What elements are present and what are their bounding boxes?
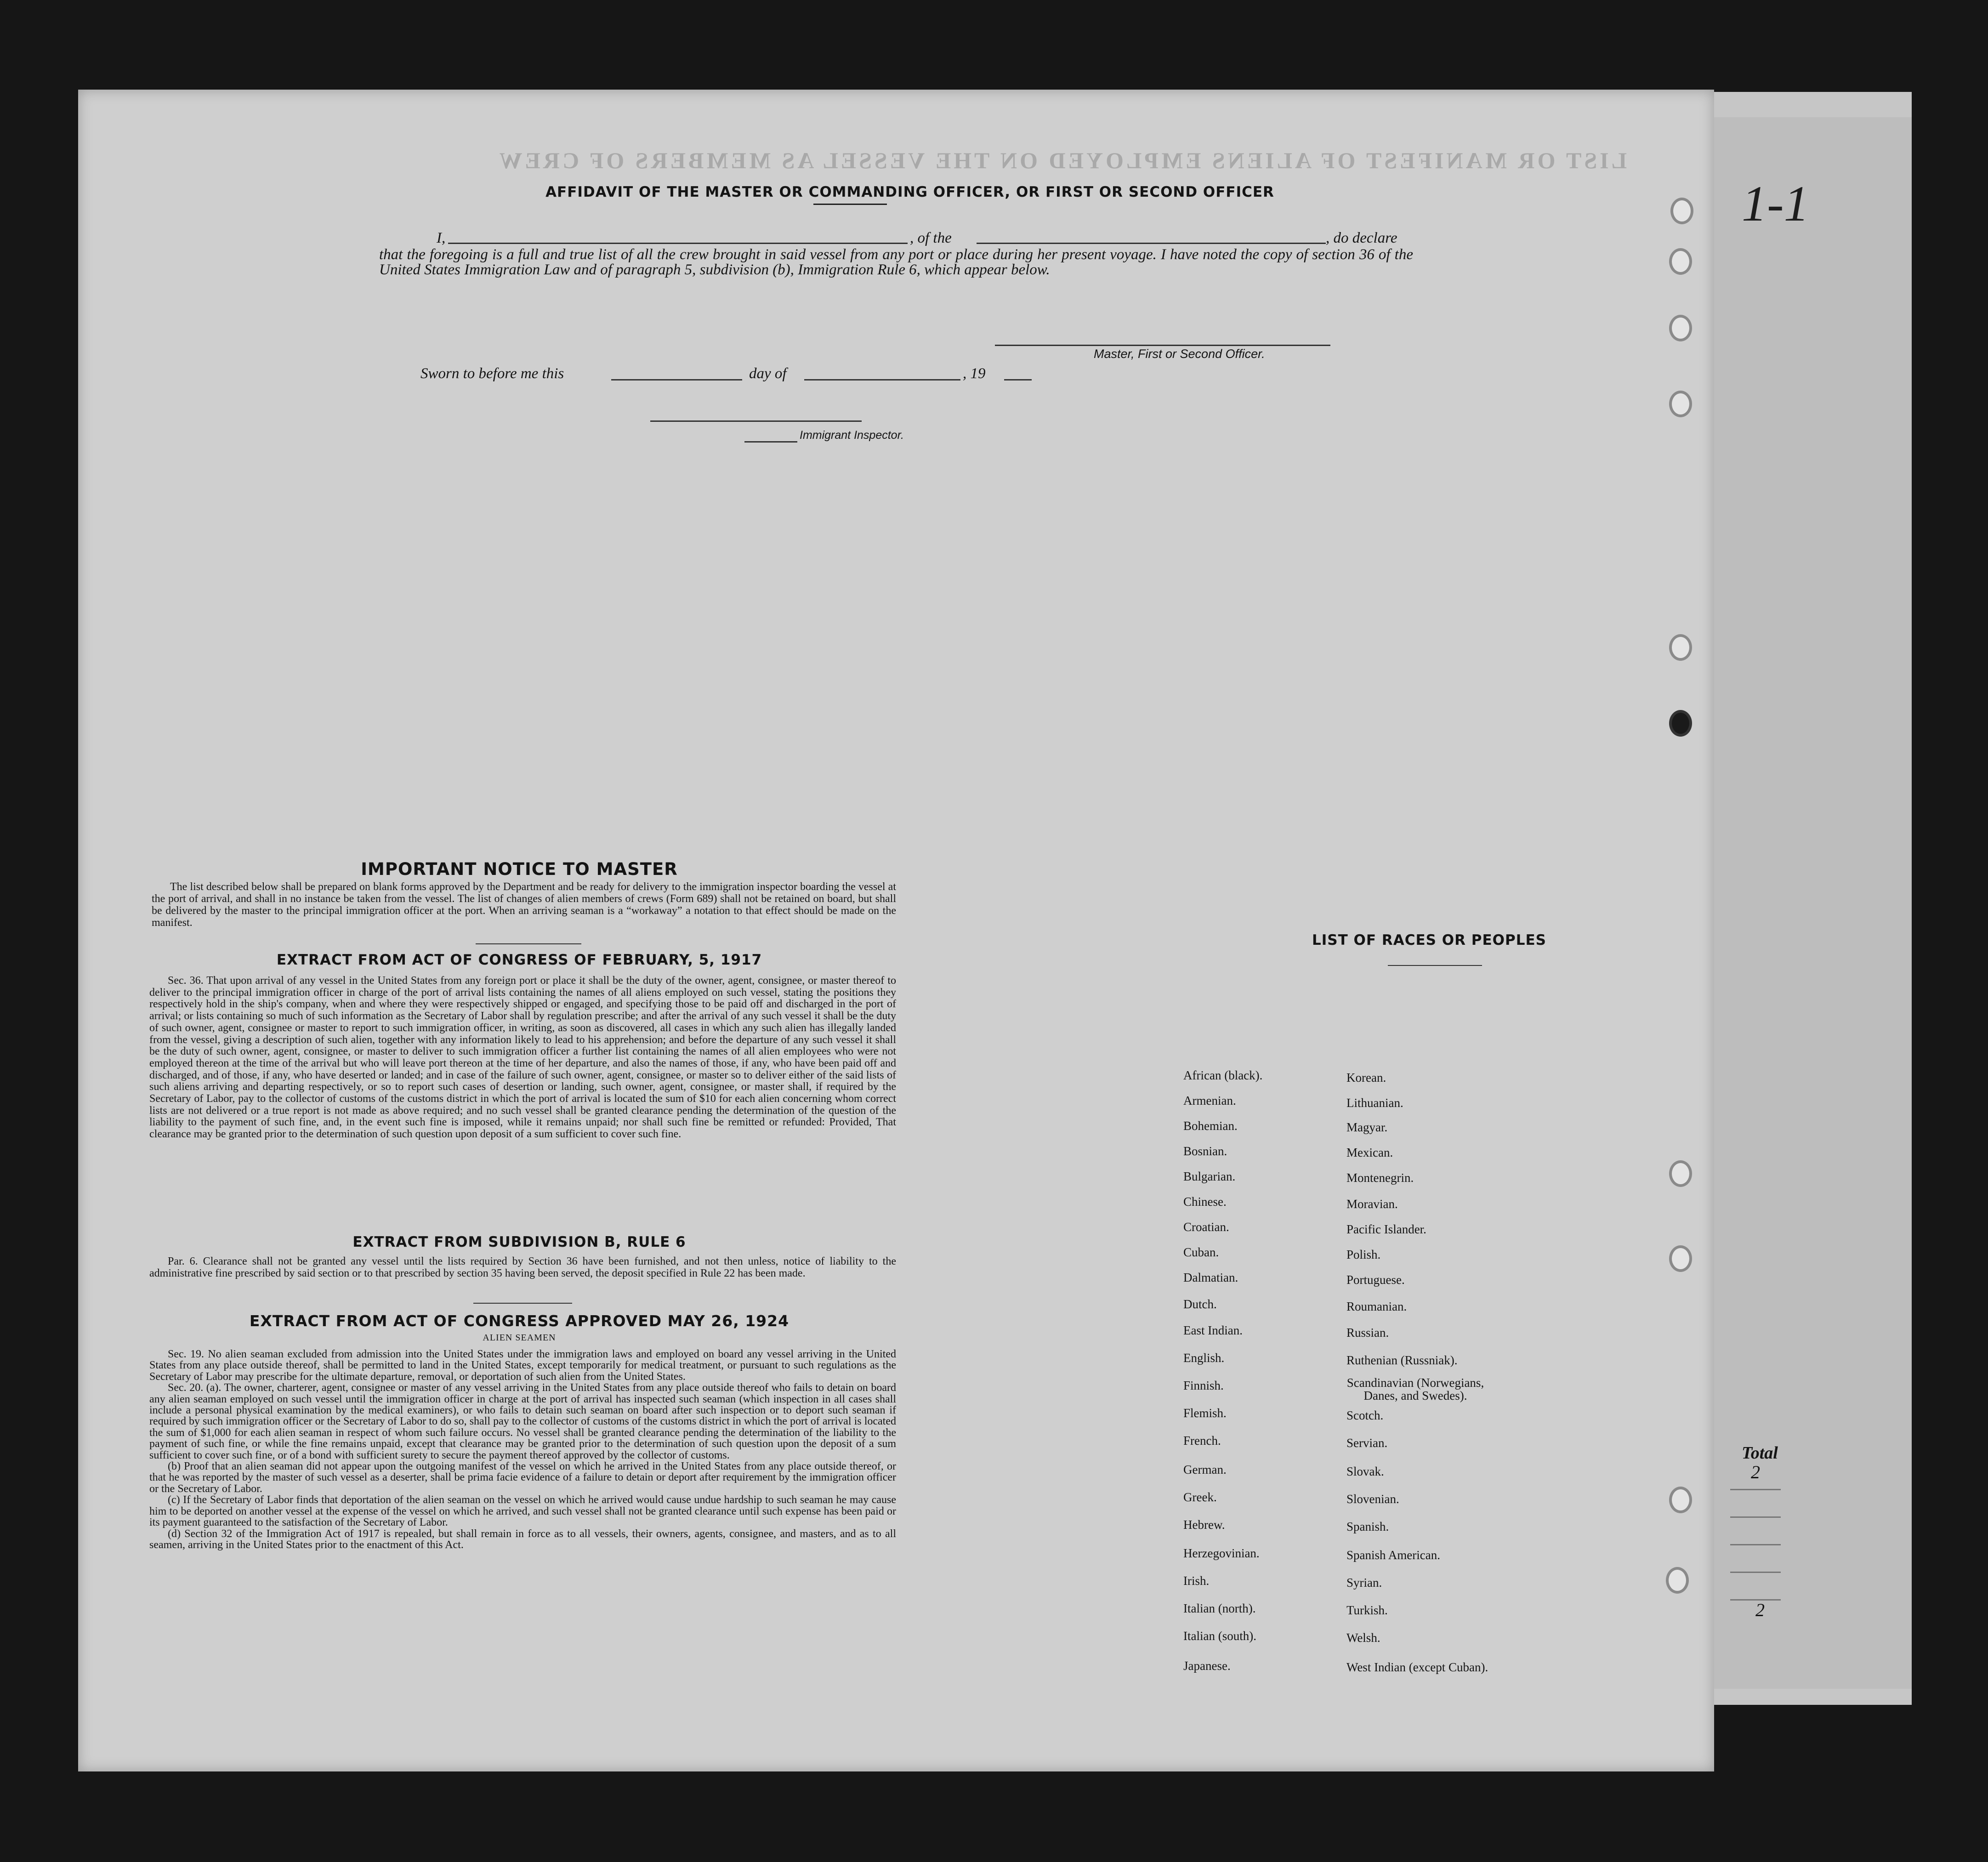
punch-hole [1669, 248, 1692, 275]
affidavit-line1-start: I, [437, 230, 446, 246]
race-item: French. [1183, 1434, 1221, 1448]
race-item: Cuban. [1183, 1245, 1219, 1259]
extract-1924-sec20b: (b) Proof that an alien seaman did not appear upon the outgoing manifest of the vessel on which he arrived in the United States from any place outside thereof, or that he was reported by the master of such vessel as a deserter, shall be prima facie evidence of a failure to detain or deport after requirement by the immigration officer or the Secretary of Labor. [149, 1460, 896, 1495]
race-item: Moravian. [1346, 1197, 1398, 1211]
race-item: Bohemian. [1183, 1119, 1238, 1133]
manifest-page [78, 90, 1714, 1771]
affidavit-statement: that the foregoing is a full and true list of all the crew brought in said vessel from any port or place during her present voyage. I have noted the copy of section 36 of the United States Immigration Law and of paragraph 5, subdivision (b), Immigration Rule 6, which appear below. [379, 246, 1413, 278]
race-item: Scotch. [1346, 1408, 1384, 1422]
affidavit-line1-end: , do declare [1326, 230, 1397, 246]
notice-text [152, 881, 896, 929]
extract-1917-text [149, 975, 896, 1141]
inspector-signature-line [650, 420, 862, 422]
race-item: Hebrew. [1183, 1518, 1225, 1532]
race-item: Dalmatian. [1183, 1271, 1238, 1284]
race-item: Portuguese. [1346, 1273, 1405, 1287]
sworn-day-blank [611, 379, 742, 380]
sworn-day-label: day of [749, 365, 787, 382]
extract-rule6-text [149, 1255, 896, 1279]
race-item: Bulgarian. [1183, 1169, 1236, 1183]
affidavit-title-rule [813, 204, 887, 205]
race-item: Turkish. [1346, 1603, 1388, 1617]
race-item: Pacific Islander. [1346, 1222, 1426, 1236]
total-value-1: 2 [1751, 1462, 1760, 1482]
punch-hole [1666, 1567, 1689, 1594]
handwritten-mark: 1-1 [1742, 176, 1809, 232]
race-item: Chinese. [1183, 1195, 1227, 1209]
extract-1924-sec20d: (d) Section 32 of the Immigration Act of 1917 is repealed, but shall remain in force as to all vessels, their owners, agents, consignee, and masters, and as to all seamen, arriving in the United States prior to the enactment of this Act. [149, 1527, 896, 1551]
races-divider [1388, 965, 1482, 966]
notice-paragraph: The list described below shall be prepared on blank forms approved by the Department and be ready for delivery to the immigration inspector boarding the vessel at the port of arrival, and shall in no instance be taken from the vessel. The list of changes of alien members of crews (Form 689) shall not be retained on board, but shall be delivered by the master to the principal immigration officer at the port. When an arriving seaman is a “workaway” a notation to that effect should be made on the manifest. [152, 881, 896, 929]
signature-line [995, 345, 1330, 346]
race-item: Herzegovinian. [1183, 1546, 1260, 1560]
sworn-start: Sworn to before me this [420, 365, 564, 382]
signature-label: Master, First or Second Officer. [1094, 347, 1265, 361]
race-item: Mexican. [1346, 1146, 1393, 1159]
extract-1917-paragraph: Sec. 36. That upon arrival of any vessel in the United States from any foreign port or place it shall be the duty of the owner, agent, consignee, or master thereof to deliver to the principal immigration officer in charge of the port of arrival lists containing the names of all aliens employed on such vessel, stating the positions they respectively hold in the ship's company, when and where they were respectively shipped or engaged, and specifying those to be paid off and discharged in the port of arrival; or lists containing so much of such information as the Secretary of Labor shall by regulation prescribe; and after the arrival of any such vessel it shall be the duty of such owner, agent, consignee or master to report to such immigration officer, in writing, as soon as discovered, all cases in which any such alien has illegally landed from the vessel, giving a description of such alien, together with any information likely to lead to his apprehension; and before the departure of any such vessel it shall be the duty of such owner, agent, consignee, or master to deliver to such immigration officer a further list containing the names of all alien employees who were not employed thereon at the time of the arrival but who will leave port thereon at the time of her departure, and also the names of those, if any, who have been paid off and discharged, and of those, if any, who have deserted or landed; and in case of the failure of such owner, agent, consignee, or master so to deliver either of the said lists of such aliens arriving and departing respectively, or so to report such cases of desertion or landing, such owner, agent, consignee, or master shall, if required by the Secretary of Labor, pay to the collector of customs of the customs district in which the port of arrival is located the sum of $10 for each alien concerning whom correct lists are not delivered or a true report is not made as above required; and no such vessel shall be granted clearance pending the determination of the question of the liability to the payment of such fine, and, in the event such fine is imposed, while it remains unpaid; nor shall such fine be remitted or refunded: Provided, That clearance may be granted prior to the determination of such question upon deposit of a sum sufficient to cover such fine. [149, 975, 896, 1141]
rule6-divider [473, 1303, 572, 1304]
sworn-year-blank [1004, 379, 1032, 380]
race-item: Korean. [1346, 1071, 1386, 1084]
race-item: Spanish American. [1346, 1548, 1440, 1562]
punch-hole [1669, 1245, 1692, 1272]
race-item: English. [1183, 1351, 1225, 1365]
race-item: Italian (north). [1183, 1601, 1256, 1615]
affidavit-title: AFFIDAVIT OF THE MASTER OR COMMANDING OFFICER, OR FIRST OR SECOND OFFICER [545, 184, 1274, 200]
notice-divider [476, 943, 581, 944]
extract-1924-subtitle: ALIEN SEAMEN [483, 1333, 556, 1343]
race-item: Polish. [1346, 1248, 1381, 1261]
notice-title: IMPORTANT NOTICE TO MASTER [361, 859, 678, 879]
inspector-label: Immigrant Inspector. [800, 429, 904, 442]
sworn-month-blank [804, 379, 960, 380]
extract-1924-sec20a: Sec. 20. (a). The owner, charterer, agent, consignee or master of any vessel arriving in the United States from any place outside thereof who fails to detain on board any alien seaman employed on such vessel until the immigration officer in charge at the port of arrival has inspected such seaman (which inspection in all cases shall include a personal physical examination by the medical examiners), or who fails to detain such seaman on board after such inspection or to deport such seaman if required by such immigration officer or the Secretary of Labor to do so, shall pay to the collector of customs of the customs district in which the port of arrival is located the sum of $1,000 for each alien seaman in respect of whom such failure occurs. No vessel shall be granted clearance pending the determination of the liability to the payment of such fine, or while the fine remains unpaid, except that clearance may be granted prior to the determination of such question upon the deposit of a sum sufficient to cover such fine, or of a bond with sufficient surety to secure the payment thereof approved by the collector of customs. [149, 1382, 896, 1461]
race-item: Italian (south). [1183, 1629, 1256, 1643]
race-item: Welsh. [1346, 1631, 1380, 1645]
race-item: West Indian (except Cuban). [1346, 1660, 1488, 1674]
extract-1924-text [149, 1349, 896, 1550]
name-blank [448, 243, 908, 244]
total-label: Total [1742, 1443, 1778, 1463]
race-item: Flemish. [1183, 1406, 1227, 1420]
extract-rule6-title: EXTRACT FROM SUBDIVISION B, RULE 6 [352, 1234, 686, 1250]
punch-hole [1669, 391, 1692, 417]
race-item: Roumanian. [1346, 1300, 1407, 1313]
race-item: German. [1183, 1463, 1227, 1476]
punch-hole [1669, 1160, 1692, 1187]
punch-hole [1669, 1487, 1692, 1513]
sworn-year-label: , 19 [963, 365, 986, 382]
vessel-blank [977, 243, 1326, 244]
race-item: Lithuanian. [1346, 1096, 1403, 1110]
race-item: Finnish. [1183, 1379, 1224, 1392]
extract-1924-sec19: Sec. 19. No alien seaman excluded from admission into the United States under the immigration laws and employed on board any vessel arriving in the United States from any place outside thereof, shall be permitted to land in the United States, except temporarily for medical treatment, or pursuant to such regulations as the Secretary of Labor may prescribe for the ultimate departure, removal, or deportation of such alien from the United States. [149, 1348, 896, 1383]
race-item: Montenegrin. [1346, 1171, 1414, 1185]
total-value-2: 2 [1755, 1600, 1765, 1620]
extract-1917-title: EXTRACT FROM ACT OF CONGRESS OF FEBRUARY, 5, 1917 [276, 952, 762, 968]
race-item: Greek. [1183, 1490, 1217, 1504]
race-item: Irish. [1183, 1574, 1210, 1588]
race-item: Armenian. [1183, 1094, 1236, 1107]
punch-hole [1669, 315, 1692, 341]
race-item: Bosnian. [1183, 1144, 1227, 1158]
underlying-sheet-edge [1710, 117, 1912, 1689]
punch-hole [1669, 710, 1692, 737]
race-item: Japanese. [1183, 1659, 1231, 1673]
race-item: East Indian. [1183, 1323, 1243, 1337]
race-item: Dutch. [1183, 1297, 1217, 1311]
race-item: African (black). [1183, 1068, 1263, 1082]
race-item: Servian. [1346, 1436, 1388, 1450]
race-item: Russian. [1346, 1326, 1389, 1340]
faded-background-title: LIST OR MANIFEST OF ALIENS EMPLOYED ON THE VESSEL AS MEMBERS OF CREW [496, 148, 1627, 173]
race-item: Ruthenian (Russniak). [1346, 1353, 1458, 1367]
races-title: LIST OF RACES OR PEOPLES [1312, 932, 1547, 948]
race-item: Magyar. [1346, 1120, 1388, 1134]
inspector-short-line [744, 441, 797, 443]
extract-1924-title: EXTRACT FROM ACT OF CONGRESS APPROVED MAY 26, 1924 [249, 1312, 790, 1330]
race-item: Croatian. [1183, 1220, 1229, 1234]
extract-1924-sec20c: (c) If the Secretary of Labor finds that deportation of the alien seaman on the vessel on which he arrived would cause undue hardship to such seaman he may cause him to be deported on another vessel at the expense of the vessel on which he arrived, and such vessel shall not be granted clearance until such expense has been paid or its payment guaranteed to the satisfaction of the Secretary of Labor. [149, 1494, 896, 1529]
race-item: Scandinavian (Norwegians, Danes, and Swedes). [1346, 1376, 1484, 1402]
race-item: Syrian. [1346, 1576, 1382, 1590]
extract-rule6-paragraph: Par. 6. Clearance shall not be granted any vessel until the lists required by Section 36 have been furnished, and not then unless, notice of liability to the administrative fine prescribed by said section or to that prescribed by section 35 having been served, the deposit specified in Rule 22 has been made. [149, 1255, 896, 1279]
affidavit-line1-mid: , of the [910, 230, 952, 246]
punch-hole [1670, 198, 1693, 224]
race-item: Slovenian. [1346, 1492, 1399, 1506]
punch-hole [1669, 634, 1692, 661]
race-item: Slovak. [1346, 1465, 1384, 1478]
race-item: Spanish. [1346, 1520, 1389, 1533]
